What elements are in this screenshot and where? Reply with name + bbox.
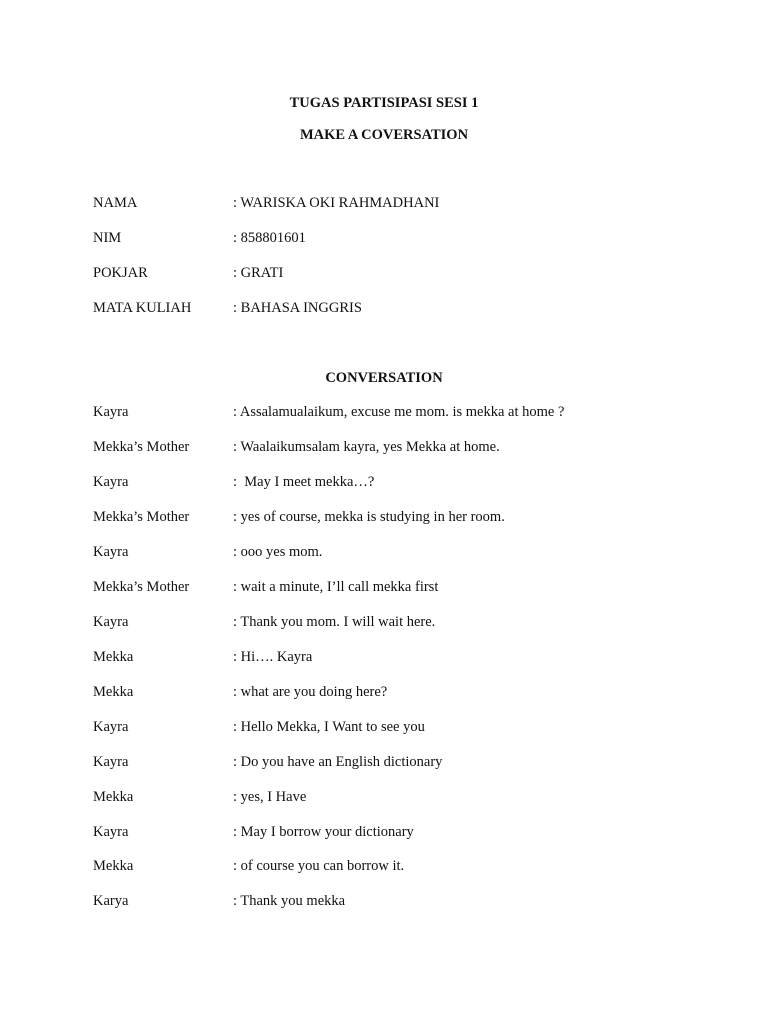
dialogue-text: : May I meet mekka…? (233, 474, 375, 490)
document-title: TUGAS PARTISIPASI SESI 1 (289, 95, 479, 111)
dialogue-text: : Thank you mekka (233, 893, 346, 909)
speaker-name: Kayra (93, 474, 129, 490)
dialogue-line (93, 613, 435, 631)
conversation-heading: CONVERSATION (325, 370, 443, 386)
identity-row-mata-kuliah (93, 299, 362, 317)
speaker-name: Kayra (93, 404, 129, 420)
dialogue-line (93, 753, 442, 771)
dialogue-line (93, 648, 312, 666)
speaker-name: Kayra (93, 614, 129, 630)
dialogue-text: : what are you doing here? (233, 684, 388, 700)
identity-value: : BAHASA INGGRIS (233, 300, 362, 316)
speaker-name: Mekka’s Mother (93, 439, 190, 455)
identity-label: NAMA (93, 195, 138, 211)
dialogue-line (93, 718, 425, 736)
dialogue-text: : May I borrow your dictionary (233, 824, 414, 840)
identity-label: POKJAR (93, 265, 148, 281)
identity-row-nim (93, 229, 306, 247)
speaker-name: Kayra (93, 754, 129, 770)
document-subtitle: MAKE A COVERSATION (299, 127, 469, 143)
dialogue-text: : Thank you mom. I will wait here. (233, 614, 436, 630)
speaker-name: Mekka’s Mother (93, 579, 190, 595)
dialogue-text: : Assalamualaikum, excuse me mom. is mekka at home ? (233, 404, 565, 420)
speaker-name: Mekka’s Mother (93, 509, 190, 525)
dialogue-line (93, 578, 438, 596)
identity-row-pokjar (93, 264, 283, 282)
speaker-name: Mekka (93, 684, 134, 700)
dialogue-line (93, 473, 374, 491)
speaker-name: Kayra (93, 719, 129, 735)
speaker-name: Mekka (93, 649, 134, 665)
dialogue-line (93, 683, 387, 701)
dialogue-line (93, 857, 404, 875)
dialogue-line (93, 788, 306, 806)
dialogue-line (93, 823, 414, 841)
identity-value: : WARISKA OKI RAHMADHANI (233, 195, 440, 211)
speaker-name: Mekka (93, 789, 134, 805)
speaker-name: Mekka (93, 858, 134, 874)
dialogue-line (93, 508, 505, 526)
identity-label: NIM (93, 230, 122, 246)
speaker-name: Kayra (93, 824, 129, 840)
dialogue-text: : yes of course, mekka is studying in her room. (233, 509, 505, 525)
dialogue-text: : ooo yes mom. (233, 544, 323, 560)
dialogue-text: : Hello Mekka, I Want to see you (233, 719, 425, 735)
identity-value: : GRATI (233, 265, 284, 281)
dialogue-text: : Do you have an English dictionary (233, 754, 443, 770)
dialogue-text: : Hi…. Kayra (233, 649, 313, 665)
dialogue-text: : wait a minute, I’ll call mekka first (233, 579, 439, 595)
speaker-name: Karya (93, 893, 129, 909)
dialogue-line (93, 438, 500, 456)
speaker-name: Kayra (93, 544, 129, 560)
dialogue-line (93, 892, 345, 910)
dialogue-text: : yes, I Have (233, 789, 307, 805)
identity-value: : 858801601 (233, 230, 306, 246)
identity-label: MATA KULIAH (93, 300, 192, 316)
dialogue-line (93, 543, 322, 561)
dialogue-text: : Waalaikumsalam kayra, yes Mekka at home. (233, 439, 500, 455)
identity-row-nama (93, 194, 439, 212)
dialogue-text: : of course you can borrow it. (233, 858, 405, 874)
dialogue-line (93, 403, 564, 421)
